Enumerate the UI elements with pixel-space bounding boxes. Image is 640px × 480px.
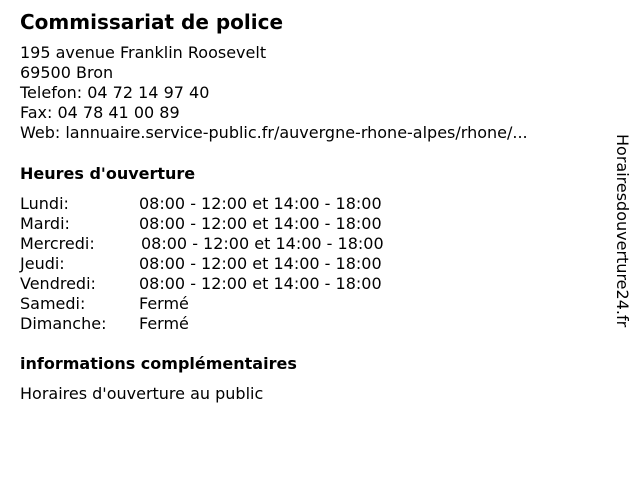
hours-value: 08:00 - 12:00 et 14:00 - 18:00	[139, 214, 382, 233]
info-heading: informations complémentaires	[20, 354, 297, 373]
phone-number: Telefon: 04 72 14 97 40	[20, 83, 210, 102]
address-street: 195 avenue Franklin Roosevelt	[20, 43, 267, 62]
contact-block	[20, 43, 528, 143]
side-brand-watermark: Horairesdouverture24.fr	[613, 134, 632, 328]
hours-value: 08:00 - 12:00 et 14:00 - 18:00	[139, 194, 382, 213]
day-label: Lundi:	[20, 194, 69, 213]
info-text: Horaires d'ouverture au public	[20, 384, 264, 403]
day-label: Dimanche:	[20, 314, 107, 333]
day-label: Vendredi:	[20, 274, 96, 293]
day-label: Jeudi:	[20, 254, 65, 273]
website-link[interactable]: Web: lannuaire.service-public.fr/auvergne-rhone-alpes/rhone/...	[20, 123, 528, 142]
day-label: Mercredi:	[20, 234, 95, 253]
hours-value: 08:00 - 12:00 et 14:00 - 18:00	[139, 274, 382, 293]
address-city: 69500 Bron	[20, 63, 114, 82]
page-title: Commissariat de police	[20, 10, 284, 34]
day-label: Mardi:	[20, 214, 70, 233]
hours-heading: Heures d'ouverture	[20, 164, 196, 183]
hours-value: Fermé	[139, 314, 189, 333]
fax-number: Fax: 04 78 41 00 89	[20, 103, 180, 122]
hours-value: 08:00 - 12:00 et 14:00 - 18:00	[139, 254, 382, 273]
day-label: Samedi:	[20, 294, 86, 313]
hours-value: Fermé	[139, 294, 189, 313]
hours-value: 08:00 - 12:00 et 14:00 - 18:00	[141, 234, 384, 253]
